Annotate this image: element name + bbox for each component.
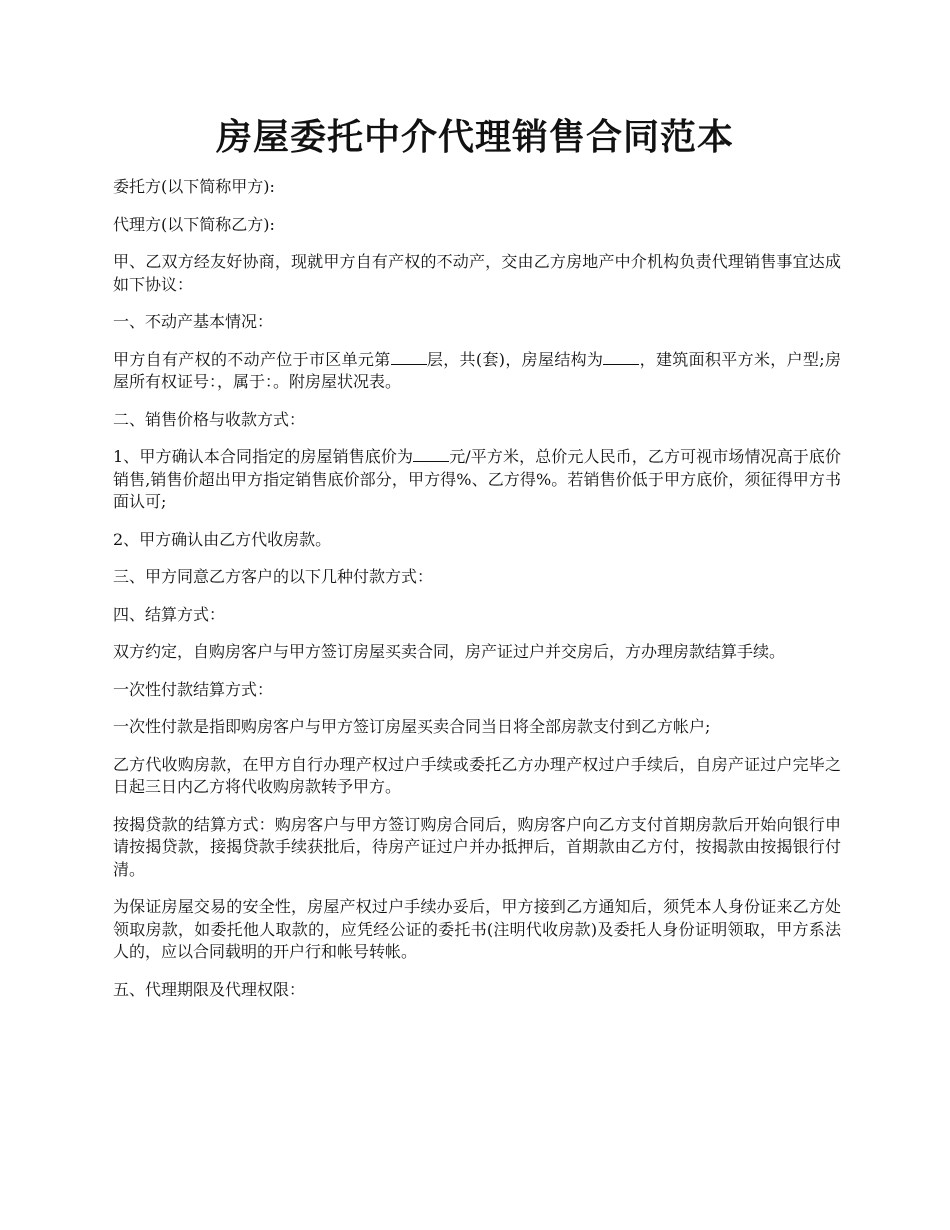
fill-in-blank-structure bbox=[603, 350, 639, 365]
clause-price-1 bbox=[113, 446, 841, 514]
subheading-lump-sum: 一次性付款结算方式： bbox=[113, 679, 274, 699]
clause-settlement: 双方约定，自购房客户与甲方签订房屋买卖合同，房产证过户并交房后，方办理房款结算手续。 bbox=[113, 642, 786, 661]
clause-security: 为保证房屋交易的安全性，房屋产权过户手续办妥后，甲方接到乙方通知后，须凭本人身份证来乙方处领取房款，如委托他人取款的，应凭经公证的委托书(注明代收房款)及委托人身份证明领取，甲方系法人的，应以合同载明的开户行和帐号转帐。 bbox=[113, 897, 841, 961]
document-title: 房屋委托中介代理销售合同范本 bbox=[215, 116, 734, 158]
text-segment: 甲方自有产权的不动产位于市区单元第 bbox=[113, 349, 391, 369]
section-heading-payment: 三、甲方同意乙方客户的以下几种付款方式： bbox=[113, 567, 434, 586]
clause-principal: 委托方(以下简称甲方): bbox=[113, 177, 275, 196]
clause-preamble: 甲、乙双方经友好协商，现就甲方自有产权的不动产，交由乙方房地产中介机构负责代理销售事宜达成如下协议： bbox=[113, 252, 841, 294]
section-heading-price: 二、销售价格与收款方式： bbox=[113, 409, 306, 429]
text-segment: 元/平方米，总价元人民币，乙方可视市场情况高于底价销售,销售价超出甲方指定销售底价部分，甲方得%、乙方得%。若销售价低于甲方底价，须征得甲方书面认可; bbox=[113, 447, 841, 511]
clause-property-details bbox=[113, 349, 841, 394]
clause-agent: 代理方(以下简称乙方): bbox=[113, 214, 275, 234]
clause-transfer: 乙方代收购房款，在甲方自行办理产权过户手续或委托乙方办理产权过户手续后，自房产证过户完毕之日起三日内乙方将代收购房款转予甲方。 bbox=[113, 754, 841, 796]
section-heading-property: 一、不动产基本情况： bbox=[113, 312, 274, 331]
document-body bbox=[113, 176, 841, 1016]
section-heading-term: 五、代理期限及代理权限： bbox=[113, 979, 306, 999]
clause-lump-sum: 一次性付款是指即购房客户与甲方签订房屋买卖合同当日将全部房款支付到乙方帐户; bbox=[113, 717, 711, 736]
clause-mortgage: 按揭贷款的结算方式：购房客户与甲方签订购房合同后，购房客户向乙方支付首期房款后开始向银行申请按揭贷款，接揭贷款手续获批后，待房产证过户并办抵押后，首期款由乙方付，按揭款由按揭银行付清。 bbox=[113, 814, 841, 879]
text-segment: ，建筑面积平方米，户型;房屋所有权证号：，属于：。附房屋状况表。 bbox=[113, 349, 841, 391]
section-heading-settlement: 四、结算方式： bbox=[113, 604, 226, 624]
fill-in-blank-price bbox=[413, 447, 449, 462]
text-segment: 1、甲方确认本合同指定的房屋销售底价为 bbox=[113, 447, 414, 466]
clause-price-2: 2、甲方确认由乙方代收房款。 bbox=[113, 529, 332, 549]
fill-in-blank-floor bbox=[391, 350, 427, 365]
text-segment: 层，共(套)，房屋结构为 bbox=[426, 349, 604, 369]
